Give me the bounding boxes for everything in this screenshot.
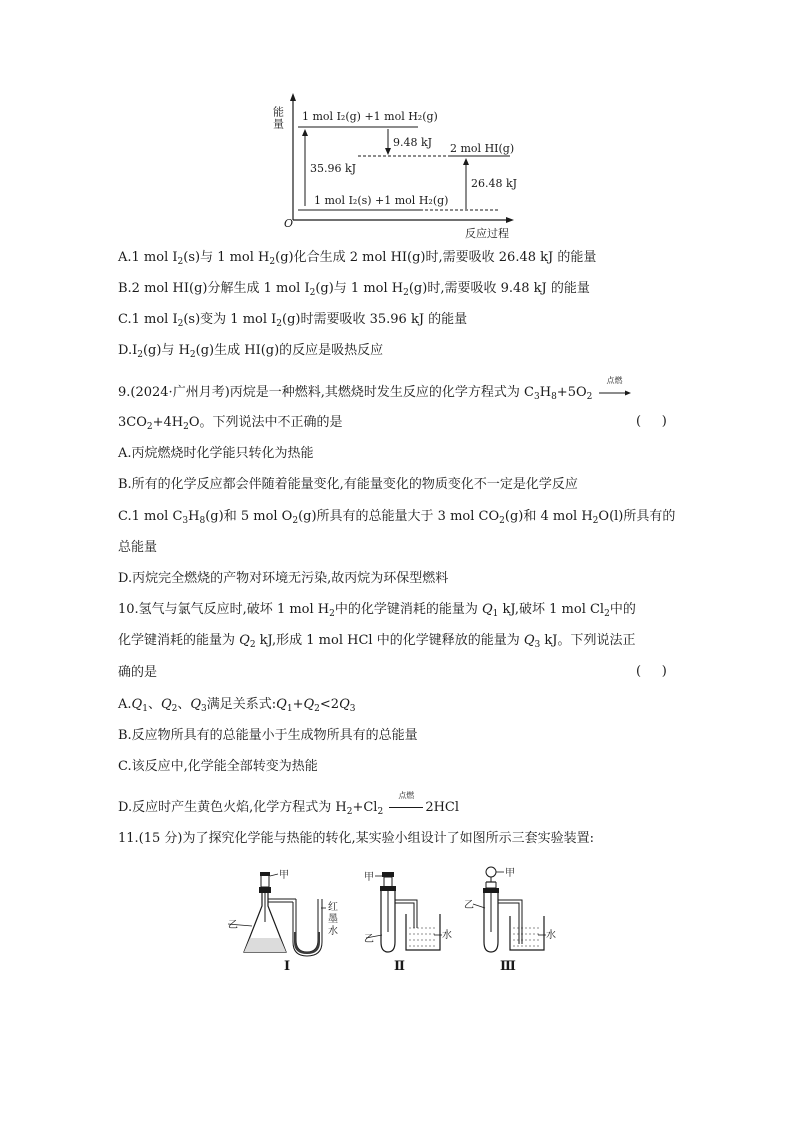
q9-option-c: C.1 mol $C_3H_8(g)$和 5 mol $O_2(g)$所具有的总能量大于 3 mol $CO_2(g)$和 4 mol $H_2O(l)$所具有的 xyxy=(118,509,676,526)
label-jia-2: 甲 xyxy=(364,872,374,883)
level-mid-label: 2 mol HI(g) xyxy=(450,142,515,155)
red-ink-char-3: 水 xyxy=(328,926,338,937)
arrow-9-48-label: 9.48 kJ xyxy=(393,136,433,149)
level-bottom-label: 1 mol I₂(s) +1 mol H₂(g) xyxy=(314,194,449,207)
q8-option-c: C.1 mol $I_2(s)$变为 1 mol $I_2(g)$时需要吸收 35.96 kJ 的能量 xyxy=(118,312,468,329)
red-ink-char-1: 红 xyxy=(328,902,338,913)
y-axis-arrow xyxy=(290,93,296,101)
label-yi-3: 乙 xyxy=(464,900,474,911)
q9-option-c-line2: 总能量 xyxy=(118,540,158,555)
q10-stem-line3: 确的是 xyxy=(118,665,158,680)
energy-level-diagram xyxy=(270,92,530,242)
x-axis-arrow xyxy=(506,217,514,223)
q8-option-b: B.2 mol HI(g)分解生成 1 mol $I_2(g)$与 1 mol $H_2(g)$时,需要吸收 9.48 kJ 的能量 xyxy=(118,281,590,298)
q8-option-a: A.1 mol $I_2(s)$与 1 mol $H_2(g)$化合生成 2 mol HI(g)时,需要吸收 26.48 kJ 的能量 xyxy=(118,250,597,267)
level-top-label: 1 mol I₂(g) +1 mol H₂(g) xyxy=(302,110,438,123)
q10-stem-line1: 10.氢气与氯气反应时,破坏 1 mol $H_2$中的化学键消耗的能量为 $Q_1$ kJ,破坏 1 mol $Cl_2$中的 xyxy=(118,602,636,619)
q9-answer-paren: ( ) xyxy=(636,414,667,429)
arrow-35-96-label: 35.96 kJ xyxy=(310,162,357,175)
q8-option-d: $D.I_2(g)$与 $H_2(g)$生成 HI(g)的反应是吸热反应 xyxy=(118,343,384,360)
q10-option-a: $A.Q_1$、$Q_2$、$Q_3$满足关系式$:Q_1+Q_2<2Q_3$ xyxy=(118,697,356,714)
label-jia-3: 甲 xyxy=(505,868,515,879)
arrow-9-48-head xyxy=(385,148,391,155)
y-axis-label: 能量 xyxy=(271,106,285,130)
label-I: Ⅰ xyxy=(284,959,291,974)
q9-option-b: B.所有的化学反应都会伴随着能量变化,有能量变化的物质变化不一定是化学反应 xyxy=(118,477,578,492)
reaction-arrow-ignite: 点燃 xyxy=(599,384,631,402)
red-ink-char-2: 墨 xyxy=(328,914,338,925)
arrow-26-48-head xyxy=(463,158,469,165)
apparatus-3 xyxy=(464,867,556,974)
q10-option-b: B.反应物所具有的总能量小于生成物所具有的总能量 xyxy=(118,728,418,743)
q9-stem-line1: 9.(2024·广州月考)丙烷是一种燃料,其燃烧时发生反应的化学方程式为 $C_3H_8+5O_2$ 点燃 xyxy=(118,384,633,402)
label-water-2: 水 xyxy=(442,930,452,941)
q9-option-d: D.丙烷完全燃烧的产物对环境无污染,故丙烷为环保型燃料 xyxy=(118,571,449,586)
label-jia-1: 甲 xyxy=(279,870,289,881)
label-III: Ⅲ xyxy=(500,959,516,974)
label-red-ink xyxy=(328,901,341,937)
apparatus-1 xyxy=(228,869,341,974)
reaction-equals-ignite: 点燃 xyxy=(389,799,423,817)
q10-option-d: D.反应时产生黄色火焰,化学方程式为 $H_2+Cl_2$ 点燃 2HCl xyxy=(118,791,460,817)
label-yi-1: 乙 xyxy=(228,920,238,931)
origin-label: O xyxy=(284,217,294,230)
label-yi-2: 乙 xyxy=(364,934,374,945)
label-II: Ⅱ xyxy=(394,959,405,974)
q10-stem-line2: 化学键消耗的能量为 $Q_2$ kJ,形成 1 mol HCl 中的化学键释放的能量为 $Q_3$ kJ。下列说法正 xyxy=(118,633,636,650)
q10-answer-paren: ( ) xyxy=(636,664,667,679)
x-axis-label: 反应过程 xyxy=(465,227,509,240)
arrow-35-96-head xyxy=(302,129,308,136)
q11-stem: 11.(15 分)为了探究化学能与热能的转化,某实验小组设计了如图所示三套实验装置: xyxy=(118,831,595,846)
q9-stem-line2: $3CO_2+4H_2O$。下列说法中不正确的是 xyxy=(118,415,343,432)
label-water-3: 水 xyxy=(546,930,556,941)
arrow-26-48-label: 26.48 kJ xyxy=(471,177,518,190)
apparatus-2 xyxy=(364,871,452,974)
experiment-apparatus-figure xyxy=(228,862,568,977)
q10-option-c: C.该反应中,化学能全部转变为热能 xyxy=(118,759,318,774)
q9-option-a: A.丙烷燃烧时化学能只转化为热能 xyxy=(118,446,314,461)
